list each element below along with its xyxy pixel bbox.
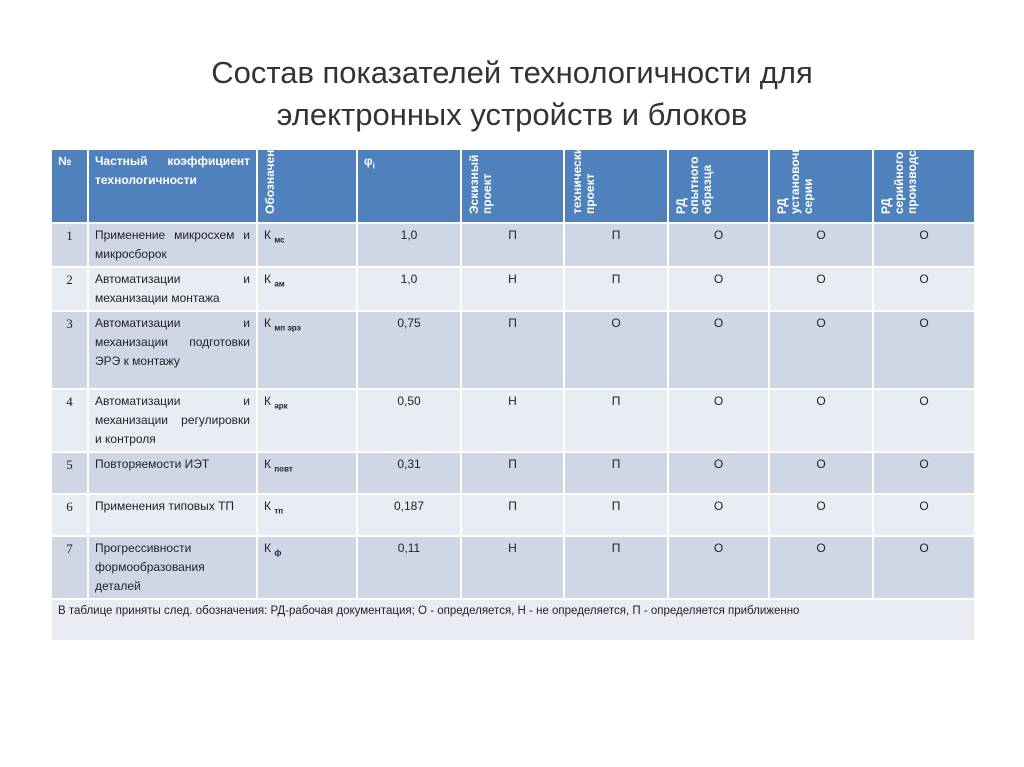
page-title: Состав показателей технологичности для электронных устройств и блоков: [211, 55, 813, 132]
stage-value: О: [769, 452, 873, 494]
row-number: 1: [51, 223, 88, 267]
indicators-table: [50, 130, 976, 642]
stage-value: О: [668, 389, 769, 452]
coefficient-name: Применение микросхем и микросборок: [88, 223, 257, 267]
stage-value: О: [769, 536, 873, 599]
phi-value: 0,50: [357, 389, 461, 452]
stage-value: О: [873, 452, 975, 494]
stage-value: О: [769, 223, 873, 267]
coefficient-name: Автоматизации и механизации регулировки и контроля: [88, 389, 257, 452]
footer-row: [51, 599, 975, 641]
header-rd-install: РД установочной серии: [769, 149, 873, 223]
stage-value: П: [564, 389, 668, 452]
table-row: [51, 494, 975, 536]
stage-value: О: [769, 389, 873, 452]
phi-value: 1,0: [357, 223, 461, 267]
table-row: [51, 311, 975, 389]
designation: К $_ф$: [257, 536, 357, 599]
stage-value: О: [873, 223, 975, 267]
stage-value: Н: [461, 536, 564, 599]
stage-value: О: [668, 494, 769, 536]
table-row: [51, 452, 975, 494]
stage-value: О: [668, 223, 769, 267]
designation: К $_{арк}$: [257, 389, 357, 452]
stage-value: Н: [461, 267, 564, 311]
stage-value: Н: [461, 389, 564, 452]
stage-value: О: [873, 536, 975, 599]
row-number: 3: [51, 311, 88, 389]
designation: К $_{мп эрэ}$: [257, 311, 357, 389]
stage-value: О: [564, 311, 668, 389]
stage-value: О: [769, 494, 873, 536]
header-sketch: Эскизный проект: [461, 149, 564, 223]
table-row: [51, 389, 975, 452]
phi-value: 0,31: [357, 452, 461, 494]
row-number: 5: [51, 452, 88, 494]
designation: К $_{повт}$: [257, 452, 357, 494]
stage-value: О: [769, 267, 873, 311]
table-row: [51, 536, 975, 599]
coefficient-name: Прогрессивности формообразования деталей: [88, 536, 257, 599]
header-design: Обозначение: [257, 149, 357, 223]
phi-value: 0,11: [357, 536, 461, 599]
stage-value: П: [461, 223, 564, 267]
stage-value: П: [564, 536, 668, 599]
stage-value: П: [564, 223, 668, 267]
stage-value: О: [873, 389, 975, 452]
stage-value: О: [668, 311, 769, 389]
phi-value: 1,0: [357, 267, 461, 311]
phi-value: 0,187: [357, 494, 461, 536]
stage-value: О: [668, 267, 769, 311]
stage-value: О: [873, 267, 975, 311]
header-coef: Частный коэффициент технологичности: [88, 149, 257, 223]
header-num: №: [51, 149, 88, 223]
stage-value: О: [668, 536, 769, 599]
header-rd-proto: РД опытного образца: [668, 149, 769, 223]
header-phi: $\varphi_i$: [357, 149, 461, 223]
coefficient-name: Повторяемости ИЭТ: [88, 452, 257, 494]
row-number: 2: [51, 267, 88, 311]
stage-value: О: [873, 494, 975, 536]
header-rd-serial: РД серийного производства: [873, 149, 975, 223]
legend-note: В таблице приняты след. обозначения: РД-рабочая документация; О - определяется, Н - не определяется, П - определяется приближенно: [51, 599, 975, 641]
row-number: 6: [51, 494, 88, 536]
designation: К $_{ам}$: [257, 267, 357, 311]
coefficient-name: Применения типовых ТП: [88, 494, 257, 536]
stage-value: П: [564, 267, 668, 311]
stage-value: О: [769, 311, 873, 389]
phi-value: 0,75: [357, 311, 461, 389]
stage-value: П: [461, 494, 564, 536]
coefficient-name: Автоматизации и механизации подготовки ЭРЭ к монтажу: [88, 311, 257, 389]
designation: К $_{тп}$: [257, 494, 357, 536]
header-row: [51, 149, 975, 223]
stage-value: О: [873, 311, 975, 389]
stage-value: П: [564, 452, 668, 494]
coefficient-name: Автоматизации и механизации монтажа: [88, 267, 257, 311]
stage-value: П: [461, 452, 564, 494]
stage-value: О: [668, 452, 769, 494]
header-tech: технический проект: [564, 149, 668, 223]
designation: К $_{мс}$: [257, 223, 357, 267]
row-number: 4: [51, 389, 88, 452]
table-row: [51, 223, 975, 267]
row-number: 7: [51, 536, 88, 599]
stage-value: П: [564, 494, 668, 536]
stage-value: П: [461, 311, 564, 389]
table-row: [51, 267, 975, 311]
